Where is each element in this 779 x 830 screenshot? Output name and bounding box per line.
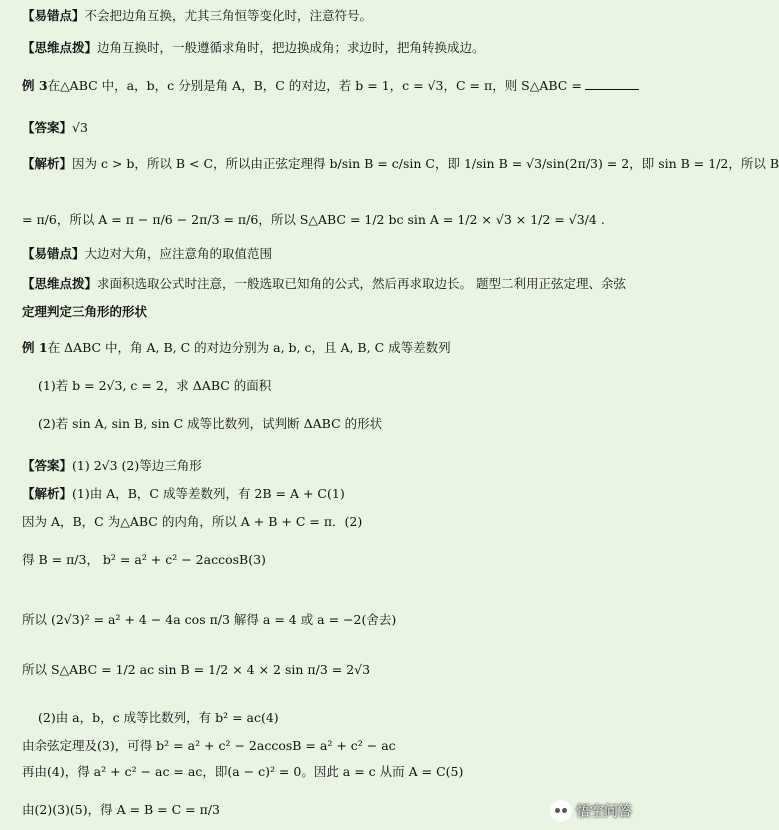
text-line	[22, 304, 147, 319]
text-line	[22, 78, 639, 93]
line-text: 所以 (2√3)² = a² + 4 − 4a cos π/3 解得 a = 4 或 a = −2(舍去)	[22, 612, 397, 627]
text-line	[22, 40, 485, 55]
text-line	[38, 378, 271, 393]
text-line	[22, 802, 220, 817]
line-text: √3	[72, 120, 88, 135]
text-line	[22, 246, 272, 261]
line-text: 得 B = π/3， b² = a² + c² − 2accosB(3)	[22, 552, 266, 567]
line-text: 因为 A，B，C 为△ABC 的内角，所以 A + B + C = π．(2)	[22, 514, 363, 529]
line-text: 定理判定三角形的形状	[22, 304, 148, 319]
text-line	[22, 340, 451, 355]
answer-blank	[585, 89, 639, 90]
line-text: 所以 S△ABC = 1/2 ac sin B = 1/2 × 4 × 2 sin π/3 = 2√3	[22, 662, 371, 677]
line-text: (1)若 b = 2√3, c = 2，求 ΔABC 的面积	[38, 378, 272, 393]
line-text: = π/6，所以 A = π − π/6 − 2π/3 = π/6，所以 S△ABC = 1/2 bc sin A = 1/2 × √3 × 1/2 = √3/4 .	[22, 212, 605, 227]
text-line	[22, 514, 362, 529]
line-label: 【思维点拨】	[22, 40, 98, 55]
line-label: 【答案】	[22, 120, 73, 135]
line-text: 在 ΔABC 中，角 A, B, C 的对边分别为 a, b, c，且 A, B, C 成等差数列	[47, 340, 451, 355]
line-text: 大边对大角，应注意角的取值范围	[84, 246, 273, 261]
line-text: 边角互换时，一般遵循求角时，把边换成角；求边时，把角转换成边。	[97, 40, 485, 55]
line-label: 例 1	[22, 340, 48, 355]
line-text: (1) 2√3 (2)等边三角形	[72, 458, 202, 473]
watermark-text: 悟空问答	[576, 804, 632, 820]
text-line	[22, 662, 370, 677]
text-line	[22, 120, 88, 135]
line-text: (2)若 sin A, sin B, sin C 成等比数列，试判断 ΔABC 的形状	[38, 416, 383, 431]
line-label: 例 3	[22, 78, 48, 93]
text-line	[22, 612, 396, 627]
text-line	[22, 156, 779, 171]
line-text: 由(2)(3)(5)，得 A = B = C = π/3	[22, 802, 221, 817]
line-text: (1)由 A，B，C 成等差数列，有 2B = A + C(1)	[72, 486, 345, 501]
text-line	[38, 416, 382, 431]
line-text: 不会把边角互换，尤其三角恒等变化时，注意符号。	[84, 8, 373, 23]
line-label: 【易错点】	[22, 8, 85, 23]
text-line	[22, 212, 605, 227]
line-text: 因为 c > b，所以 B < C，所以由正弦定理得 b/sin B = c/sin C，即 1/sin B = √3/sin(2π/3) = 2，即 sin B = 1/2，所以 B	[72, 156, 779, 171]
line-text: 由余弦定理及(3)，可得 b² = a² + c² − 2accosB = a² + c² − ac	[22, 738, 396, 753]
text-line	[22, 738, 396, 753]
wukong-logo-icon	[550, 800, 572, 822]
text-line	[22, 764, 463, 779]
line-text: 再由(4)，得 a² + c² − ac = ac，即(a − c)² = 0。因此 a = c 从而 A = C(5)	[22, 764, 464, 779]
text-line	[38, 710, 279, 725]
line-label: 【答案】	[22, 458, 73, 473]
line-text: 在△ABC 中，a，b，c 分别是角 A，B，C 的对边，若 b = 1，c = √3，C = π，则 S△ABC =	[47, 78, 582, 93]
line-label: 【易错点】	[22, 246, 85, 261]
line-text: (2)由 a，b，c 成等比数列，有 b² = ac(4)	[38, 710, 279, 725]
line-label: 【思维点拨】	[22, 276, 98, 291]
watermark	[550, 800, 632, 822]
text-line	[22, 8, 372, 23]
text-line	[22, 458, 202, 473]
text-line	[22, 552, 266, 567]
line-label: 【解析】	[22, 156, 73, 171]
text-line	[22, 276, 626, 291]
line-text: 求面积选取公式时注意，一般选取已知角的公式，然后再求取边长。 题型二利用正弦定理、余弦	[97, 276, 626, 291]
line-label: 【解析】	[22, 486, 73, 501]
text-line	[22, 486, 345, 501]
